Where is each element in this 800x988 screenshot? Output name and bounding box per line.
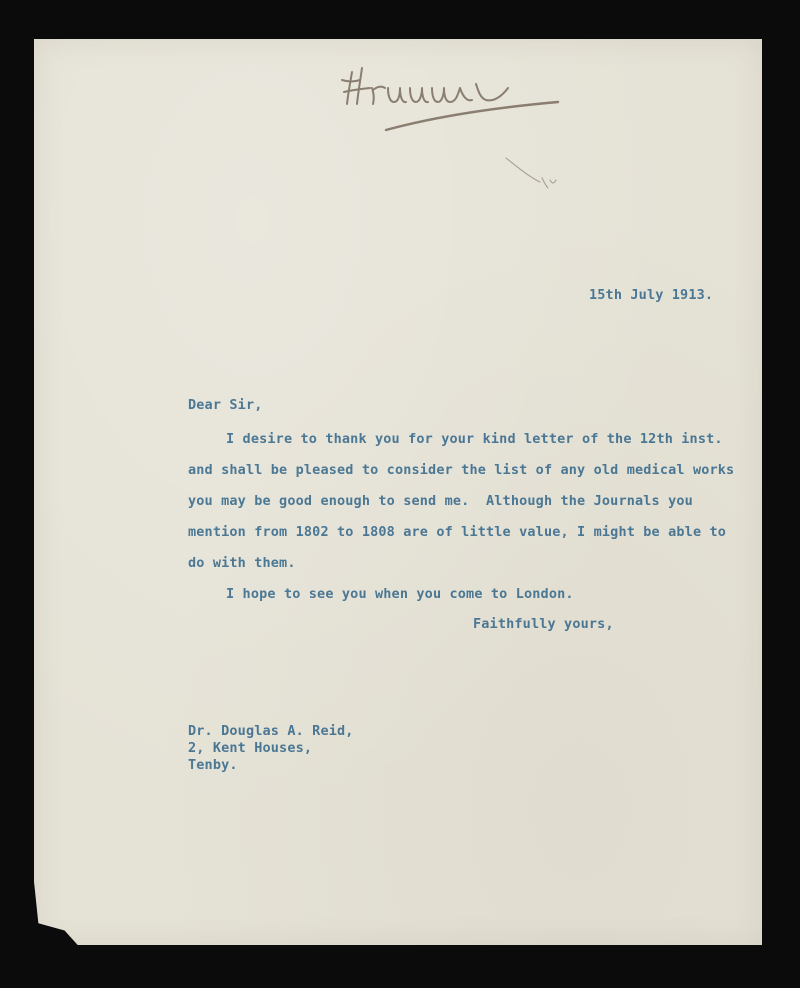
recipient-name: Dr. Douglas A. Reid, — [188, 723, 354, 739]
body-line: mention from 1802 to 1808 are of little value, I might be able to — [188, 524, 727, 540]
letter-sheet — [34, 39, 762, 945]
pencil-tick-mark — [500, 150, 570, 195]
valediction: Faithfully yours, — [473, 616, 614, 632]
body-line: I desire to thank you for your kind letter of the 12th inst. — [226, 431, 723, 447]
recipient-address: 2, Kent Houses, — [188, 740, 313, 756]
salutation: Dear Sir, — [188, 397, 263, 413]
body-line: do with them. — [188, 555, 296, 571]
body-line: you may be good enough to send me. Although the Journals you — [188, 493, 693, 509]
handwritten-annotation — [330, 58, 570, 138]
recipient-town: Tenby. — [188, 757, 238, 773]
letter-date: 15th July 1913. — [589, 287, 714, 303]
body-line: and shall be pleased to consider the list of any old medical works — [188, 462, 735, 478]
closing-paragraph: I hope to see you when you come to London. — [226, 586, 574, 602]
